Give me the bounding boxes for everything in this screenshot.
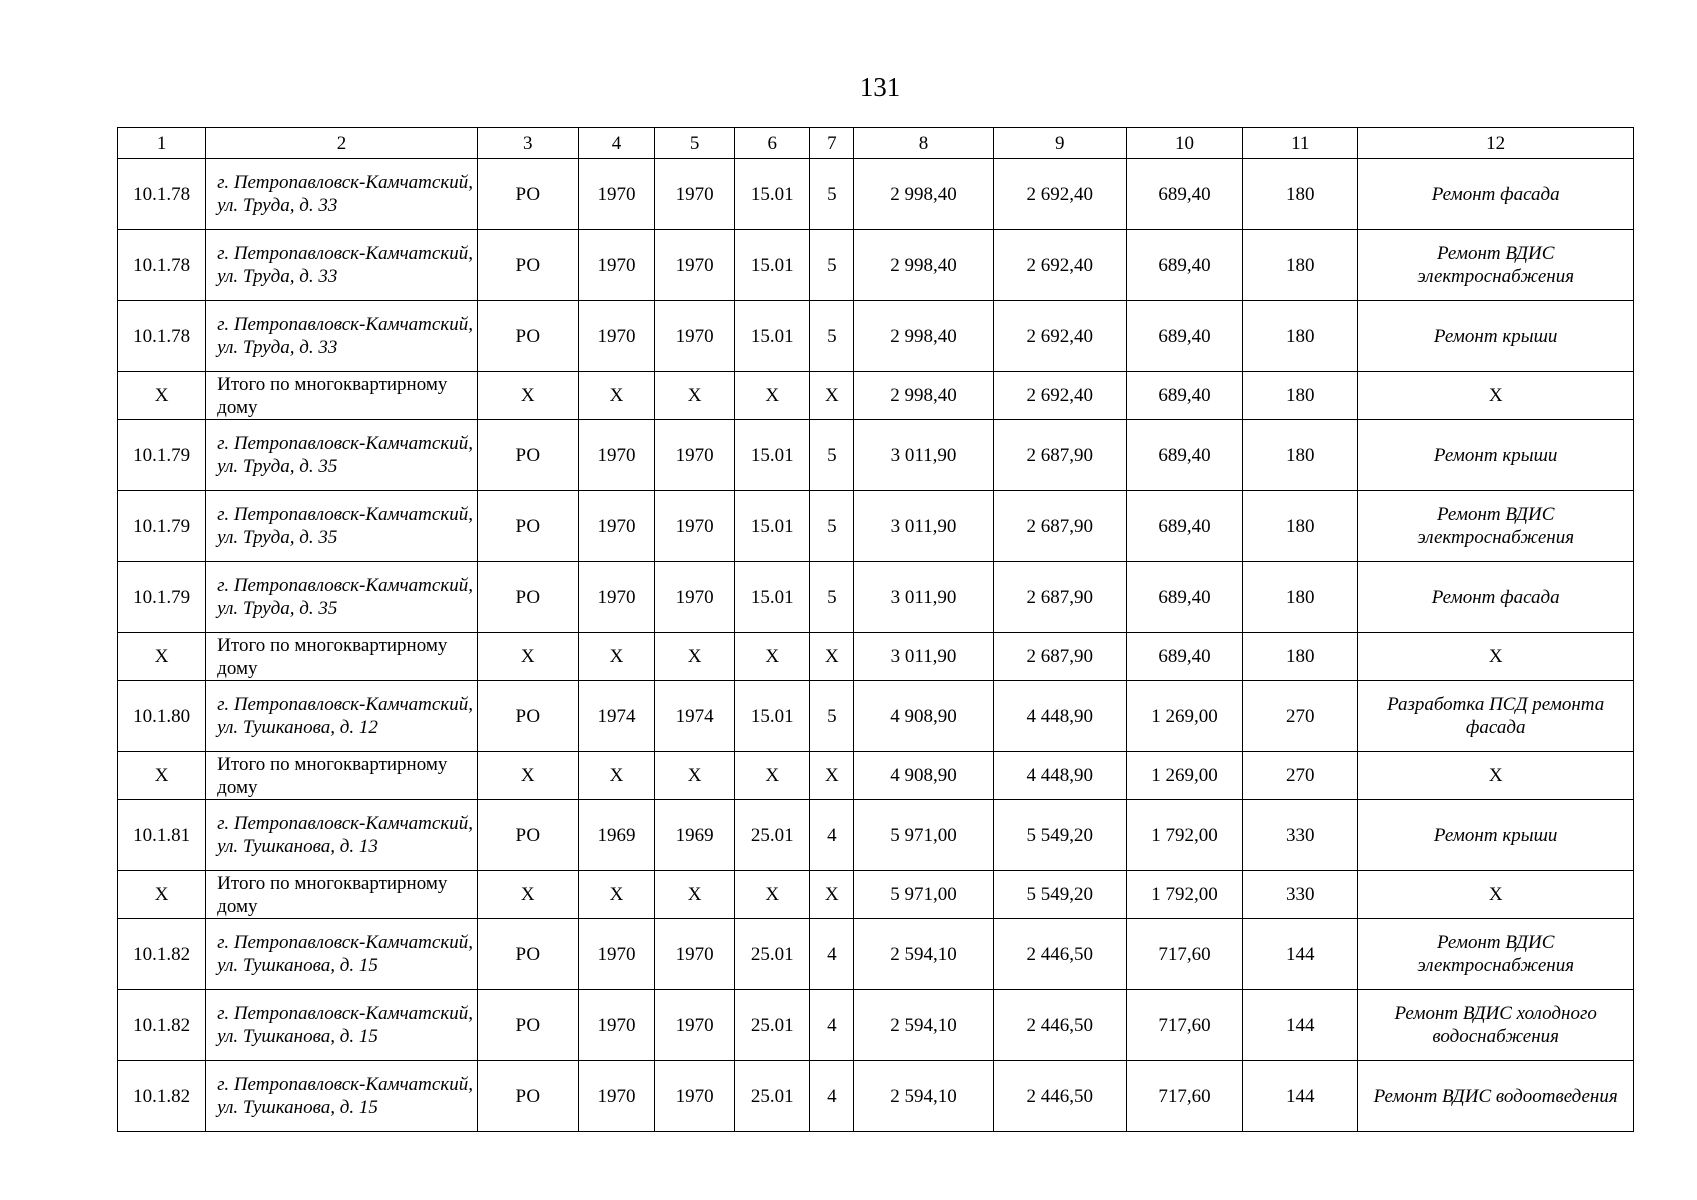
work-type-cell: Ремонт крыши bbox=[1358, 420, 1634, 491]
living-area-cell: 2 692,40 bbox=[993, 372, 1126, 420]
work-type-cell: Ремонт фасада bbox=[1358, 562, 1634, 633]
address-cell: г. Петропавловск-Камчатский, ул. Труда, д. 35 bbox=[206, 562, 478, 633]
column-header-3: 3 bbox=[477, 128, 578, 159]
total-area-cell: 2 594,10 bbox=[854, 919, 993, 990]
floors-cell: Х bbox=[810, 752, 854, 800]
wall-material-cell: 15.01 bbox=[735, 420, 810, 491]
total-area-cell: 2 998,40 bbox=[854, 301, 993, 372]
category-cell: Х bbox=[477, 871, 578, 919]
living-area-cell: 2 692,40 bbox=[993, 301, 1126, 372]
floors-cell: 5 bbox=[810, 562, 854, 633]
category-cell: РО bbox=[477, 159, 578, 230]
address-cell: г. Петропавловск-Камчатский, ул. Труда, д. 33 bbox=[206, 230, 478, 301]
nonresidential-area-cell: 717,60 bbox=[1126, 990, 1242, 1061]
living-area-cell: 2 687,90 bbox=[993, 420, 1126, 491]
table-row bbox=[118, 919, 1634, 990]
item-number-cell: 10.1.79 bbox=[118, 562, 206, 633]
residents-cell: 144 bbox=[1243, 919, 1358, 990]
table-row bbox=[118, 990, 1634, 1061]
total-area-cell: 4 908,90 bbox=[854, 752, 993, 800]
residents-cell: 180 bbox=[1243, 420, 1358, 491]
residents-cell: 180 bbox=[1243, 633, 1358, 681]
capital-repair-table bbox=[117, 127, 1634, 1132]
table-row bbox=[118, 420, 1634, 491]
living-area-cell: 5 549,20 bbox=[993, 800, 1126, 871]
floors-cell: 5 bbox=[810, 681, 854, 752]
table-body bbox=[118, 159, 1634, 1132]
floors-cell: 5 bbox=[810, 159, 854, 230]
category-cell: РО bbox=[477, 420, 578, 491]
nonresidential-area-cell: 689,40 bbox=[1126, 230, 1242, 301]
address-cell: г. Петропавловск-Камчатский, ул. Труда, д. 35 bbox=[206, 420, 478, 491]
nonresidential-area-cell: 1 792,00 bbox=[1126, 800, 1242, 871]
total-area-cell: 3 011,90 bbox=[854, 562, 993, 633]
wall-material-cell: 15.01 bbox=[735, 562, 810, 633]
total-area-cell: 2 998,40 bbox=[854, 159, 993, 230]
wall-material-cell: 15.01 bbox=[735, 301, 810, 372]
item-number-cell: 10.1.82 bbox=[118, 919, 206, 990]
residents-cell: 270 bbox=[1243, 681, 1358, 752]
living-area-cell: 2 446,50 bbox=[993, 990, 1126, 1061]
column-header-12: 12 bbox=[1358, 128, 1634, 159]
column-header-8: 8 bbox=[854, 128, 993, 159]
item-number-cell: 10.1.79 bbox=[118, 491, 206, 562]
floors-cell: 4 bbox=[810, 1061, 854, 1132]
total-area-cell: 3 011,90 bbox=[854, 420, 993, 491]
floors-cell: Х bbox=[810, 633, 854, 681]
wall-material-cell: 15.01 bbox=[735, 159, 810, 230]
floors-cell: 5 bbox=[810, 420, 854, 491]
year-built-cell: 1970 bbox=[578, 491, 654, 562]
item-number-cell: 10.1.82 bbox=[118, 1061, 206, 1132]
column-number-row bbox=[118, 128, 1634, 159]
total-row bbox=[118, 372, 1634, 420]
item-number-cell: Х bbox=[118, 633, 206, 681]
total-area-cell: 2 998,40 bbox=[854, 372, 993, 420]
living-area-cell: 2 687,90 bbox=[993, 491, 1126, 562]
item-number-cell: 10.1.79 bbox=[118, 420, 206, 491]
column-header-4: 4 bbox=[578, 128, 654, 159]
year-built-cell: Х bbox=[578, 633, 654, 681]
nonresidential-area-cell: 689,40 bbox=[1126, 159, 1242, 230]
residents-cell: 180 bbox=[1243, 159, 1358, 230]
living-area-cell: 4 448,90 bbox=[993, 681, 1126, 752]
total-area-cell: 3 011,90 bbox=[854, 491, 993, 562]
year-commissioned-cell: 1970 bbox=[655, 1061, 735, 1132]
year-commissioned-cell: Х bbox=[655, 752, 735, 800]
floors-cell: 4 bbox=[810, 919, 854, 990]
living-area-cell: 2 446,50 bbox=[993, 919, 1126, 990]
floors-cell: 5 bbox=[810, 491, 854, 562]
address-cell: г. Петропавловск-Камчатский, ул. Труда, д. 33 bbox=[206, 301, 478, 372]
column-header-6: 6 bbox=[735, 128, 810, 159]
category-cell: РО bbox=[477, 1061, 578, 1132]
table-row bbox=[118, 301, 1634, 372]
total-area-cell: 5 971,00 bbox=[854, 800, 993, 871]
living-area-cell: 2 687,90 bbox=[993, 633, 1126, 681]
residents-cell: 180 bbox=[1243, 230, 1358, 301]
table-row bbox=[118, 230, 1634, 301]
year-commissioned-cell: 1970 bbox=[655, 562, 735, 633]
total-row bbox=[118, 633, 1634, 681]
work-type-cell: Ремонт крыши bbox=[1358, 301, 1634, 372]
page-number: 131 bbox=[859, 72, 901, 102]
year-commissioned-cell: 1970 bbox=[655, 159, 735, 230]
address-cell: Итого по многоквартирному дому bbox=[206, 871, 478, 919]
column-header-5: 5 bbox=[655, 128, 735, 159]
wall-material-cell: 25.01 bbox=[735, 919, 810, 990]
year-built-cell: Х bbox=[578, 372, 654, 420]
residents-cell: 144 bbox=[1243, 1061, 1358, 1132]
year-built-cell: Х bbox=[578, 871, 654, 919]
category-cell: РО bbox=[477, 919, 578, 990]
category-cell: РО bbox=[477, 491, 578, 562]
year-built-cell: 1970 bbox=[578, 301, 654, 372]
wall-material-cell: 15.01 bbox=[735, 681, 810, 752]
category-cell: РО bbox=[477, 990, 578, 1061]
year-commissioned-cell: 1970 bbox=[655, 230, 735, 301]
table-row bbox=[118, 800, 1634, 871]
living-area-cell: 2 692,40 bbox=[993, 159, 1126, 230]
table-row bbox=[118, 681, 1634, 752]
year-built-cell: 1970 bbox=[578, 990, 654, 1061]
nonresidential-area-cell: 1 269,00 bbox=[1126, 752, 1242, 800]
category-cell: РО bbox=[477, 562, 578, 633]
address-cell: Итого по многоквартирному дому bbox=[206, 752, 478, 800]
category-cell: РО bbox=[477, 230, 578, 301]
address-cell: г. Петропавловск-Камчатский, ул. Тушканова, д. 15 bbox=[206, 1061, 478, 1132]
category-cell: РО bbox=[477, 800, 578, 871]
residents-cell: 180 bbox=[1243, 562, 1358, 633]
item-number-cell: 10.1.78 bbox=[118, 159, 206, 230]
wall-material-cell: Х bbox=[735, 372, 810, 420]
residents-cell: 270 bbox=[1243, 752, 1358, 800]
address-cell: г. Петропавловск-Камчатский, ул. Тушканова, д. 12 bbox=[206, 681, 478, 752]
wall-material-cell: 15.01 bbox=[735, 230, 810, 301]
total-row bbox=[118, 871, 1634, 919]
category-cell: Х bbox=[477, 372, 578, 420]
category-cell: РО bbox=[477, 681, 578, 752]
total-area-cell: 5 971,00 bbox=[854, 871, 993, 919]
residents-cell: 144 bbox=[1243, 990, 1358, 1061]
work-type-cell: Разработка ПСД ремонта фасада bbox=[1358, 681, 1634, 752]
total-area-cell: 2 594,10 bbox=[854, 990, 993, 1061]
floors-cell: Х bbox=[810, 372, 854, 420]
residents-cell: 180 bbox=[1243, 491, 1358, 562]
nonresidential-area-cell: 717,60 bbox=[1126, 1061, 1242, 1132]
item-number-cell: 10.1.81 bbox=[118, 800, 206, 871]
floors-cell: 4 bbox=[810, 990, 854, 1061]
column-header-7: 7 bbox=[810, 128, 854, 159]
year-commissioned-cell: 1969 bbox=[655, 800, 735, 871]
year-commissioned-cell: 1970 bbox=[655, 301, 735, 372]
total-row bbox=[118, 752, 1634, 800]
table-row bbox=[118, 562, 1634, 633]
year-commissioned-cell: 1970 bbox=[655, 919, 735, 990]
year-commissioned-cell: 1970 bbox=[655, 491, 735, 562]
wall-material-cell: Х bbox=[735, 633, 810, 681]
nonresidential-area-cell: 717,60 bbox=[1126, 919, 1242, 990]
year-commissioned-cell: 1974 bbox=[655, 681, 735, 752]
floors-cell: Х bbox=[810, 871, 854, 919]
column-header-1: 1 bbox=[118, 128, 206, 159]
column-header-10: 10 bbox=[1126, 128, 1242, 159]
year-built-cell: 1970 bbox=[578, 420, 654, 491]
address-cell: г. Петропавловск-Камчатский, ул. Тушканова, д. 13 bbox=[206, 800, 478, 871]
item-number-cell: Х bbox=[118, 871, 206, 919]
address-cell: г. Петропавловск-Камчатский, ул. Труда, д. 35 bbox=[206, 491, 478, 562]
category-cell: РО bbox=[477, 301, 578, 372]
work-type-cell: Х bbox=[1358, 871, 1634, 919]
residents-cell: 330 bbox=[1243, 800, 1358, 871]
floors-cell: 5 bbox=[810, 301, 854, 372]
nonresidential-area-cell: 689,40 bbox=[1126, 633, 1242, 681]
year-commissioned-cell: Х bbox=[655, 372, 735, 420]
address-cell: г. Петропавловск-Камчатский, ул. Труда, д. 33 bbox=[206, 159, 478, 230]
work-type-cell: Ремонт фасада bbox=[1358, 159, 1634, 230]
work-type-cell: Ремонт крыши bbox=[1358, 800, 1634, 871]
item-number-cell: 10.1.78 bbox=[118, 230, 206, 301]
year-built-cell: Х bbox=[578, 752, 654, 800]
category-cell: Х bbox=[477, 633, 578, 681]
column-header-11: 11 bbox=[1243, 128, 1358, 159]
nonresidential-area-cell: 1 792,00 bbox=[1126, 871, 1242, 919]
year-built-cell: 1970 bbox=[578, 159, 654, 230]
floors-cell: 4 bbox=[810, 800, 854, 871]
table-row bbox=[118, 159, 1634, 230]
work-type-cell: Ремонт ВДИС электроснабжения bbox=[1358, 230, 1634, 301]
wall-material-cell: 15.01 bbox=[735, 491, 810, 562]
year-built-cell: 1970 bbox=[578, 1061, 654, 1132]
year-built-cell: 1970 bbox=[578, 919, 654, 990]
work-type-cell: Х bbox=[1358, 752, 1634, 800]
address-cell: г. Петропавловск-Камчатский, ул. Тушканова, д. 15 bbox=[206, 919, 478, 990]
nonresidential-area-cell: 689,40 bbox=[1126, 420, 1242, 491]
residents-cell: 180 bbox=[1243, 372, 1358, 420]
living-area-cell: 2 687,90 bbox=[993, 562, 1126, 633]
nonresidential-area-cell: 689,40 bbox=[1126, 372, 1242, 420]
nonresidential-area-cell: 689,40 bbox=[1126, 491, 1242, 562]
nonresidential-area-cell: 1 269,00 bbox=[1126, 681, 1242, 752]
floors-cell: 5 bbox=[810, 230, 854, 301]
work-type-cell: Ремонт ВДИС водоотведения bbox=[1358, 1061, 1634, 1132]
wall-material-cell: 25.01 bbox=[735, 800, 810, 871]
living-area-cell: 4 448,90 bbox=[993, 752, 1126, 800]
wall-material-cell: 25.01 bbox=[735, 990, 810, 1061]
wall-material-cell: Х bbox=[735, 871, 810, 919]
year-built-cell: 1970 bbox=[578, 562, 654, 633]
living-area-cell: 2 692,40 bbox=[993, 230, 1126, 301]
category-cell: Х bbox=[477, 752, 578, 800]
nonresidential-area-cell: 689,40 bbox=[1126, 562, 1242, 633]
year-commissioned-cell: 1970 bbox=[655, 420, 735, 491]
address-cell: Итого по многоквартирному дому bbox=[206, 633, 478, 681]
living-area-cell: 5 549,20 bbox=[993, 871, 1126, 919]
total-area-cell: 4 908,90 bbox=[854, 681, 993, 752]
residents-cell: 330 bbox=[1243, 871, 1358, 919]
wall-material-cell: 25.01 bbox=[735, 1061, 810, 1132]
item-number-cell: 10.1.80 bbox=[118, 681, 206, 752]
year-commissioned-cell: Х bbox=[655, 633, 735, 681]
year-built-cell: 1974 bbox=[578, 681, 654, 752]
residents-cell: 180 bbox=[1243, 301, 1358, 372]
nonresidential-area-cell: 689,40 bbox=[1126, 301, 1242, 372]
work-type-cell: Ремонт ВДИС холодного водоснабжения bbox=[1358, 990, 1634, 1061]
total-area-cell: 3 011,90 bbox=[854, 633, 993, 681]
item-number-cell: Х bbox=[118, 752, 206, 800]
column-header-9: 9 bbox=[993, 128, 1126, 159]
year-commissioned-cell: Х bbox=[655, 871, 735, 919]
address-cell: г. Петропавловск-Камчатский, ул. Тушканова, д. 15 bbox=[206, 990, 478, 1061]
address-cell: Итого по многоквартирному дому bbox=[206, 372, 478, 420]
item-number-cell: 10.1.78 bbox=[118, 301, 206, 372]
year-commissioned-cell: 1970 bbox=[655, 990, 735, 1061]
work-type-cell: Ремонт ВДИС электроснабжения bbox=[1358, 491, 1634, 562]
work-type-cell: Ремонт ВДИС электроснабжения bbox=[1358, 919, 1634, 990]
wall-material-cell: Х bbox=[735, 752, 810, 800]
total-area-cell: 2 998,40 bbox=[854, 230, 993, 301]
table-row bbox=[118, 1061, 1634, 1132]
column-header-2: 2 bbox=[206, 128, 478, 159]
work-type-cell: Х bbox=[1358, 633, 1634, 681]
work-type-cell: Х bbox=[1358, 372, 1634, 420]
total-area-cell: 2 594,10 bbox=[854, 1061, 993, 1132]
year-built-cell: 1970 bbox=[578, 230, 654, 301]
table-row bbox=[118, 491, 1634, 562]
year-built-cell: 1969 bbox=[578, 800, 654, 871]
item-number-cell: Х bbox=[118, 372, 206, 420]
living-area-cell: 2 446,50 bbox=[993, 1061, 1126, 1132]
item-number-cell: 10.1.82 bbox=[118, 990, 206, 1061]
